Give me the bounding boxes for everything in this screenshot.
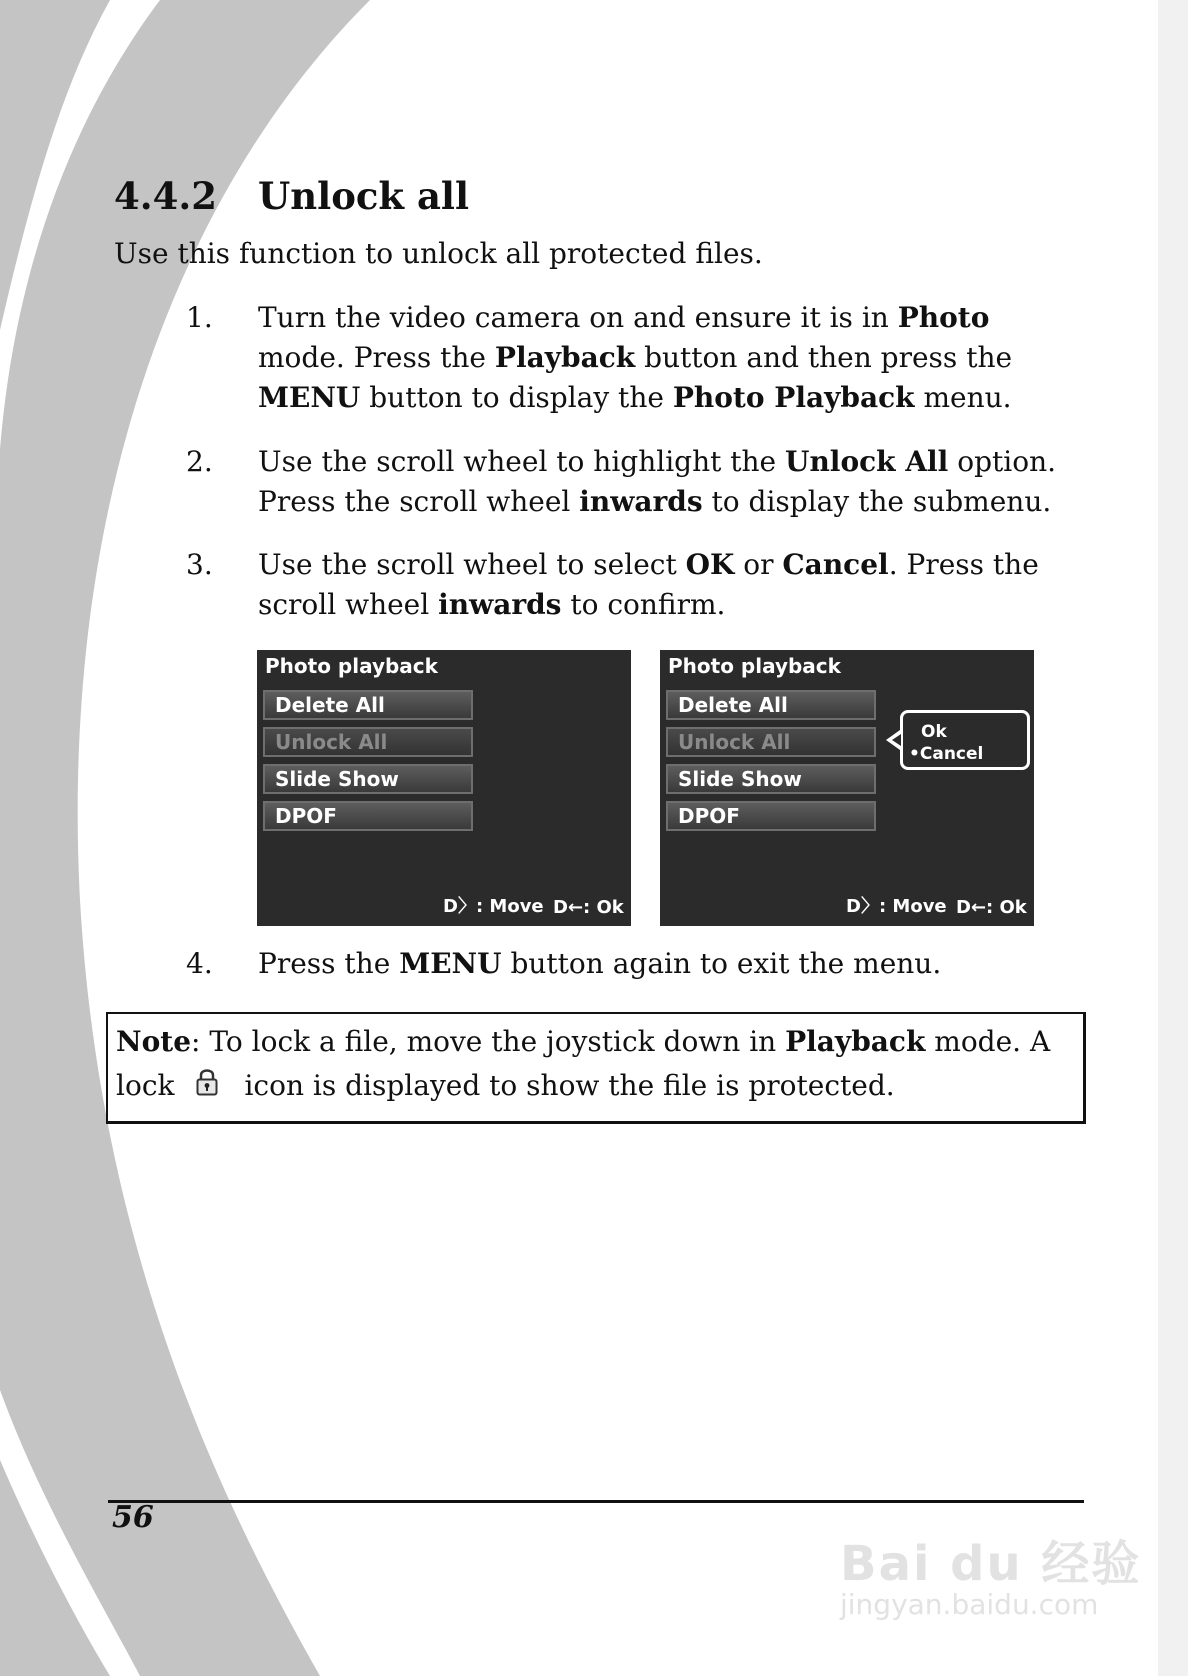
screen-title: Photo playback xyxy=(265,654,438,678)
menu-item-delete-all: Delete All xyxy=(666,690,876,720)
watermark-url: jingyan.baidu.com xyxy=(840,1588,1099,1621)
note-box: Note: To lock a file, move the joystick down in Playback mode. A lock icon is displayed to show the file is protected. xyxy=(106,1012,1086,1124)
submenu-ok: Ok xyxy=(921,722,947,742)
hint-move: D〉: Move xyxy=(846,896,947,917)
section-heading xyxy=(114,174,469,218)
step-text: Turn the video camera on and ensure it is in Photo mode. Press the Playback button and then press the MENU button to display the Photo Playback menu. xyxy=(258,301,1013,414)
screen-title: Photo playback xyxy=(668,654,841,678)
press-icon: D← xyxy=(956,897,987,918)
menu-item-delete-all: Delete All xyxy=(263,690,473,720)
scroll-wheel-icon: D〉 xyxy=(846,896,879,917)
menu-item-unlock-all: Unlock All xyxy=(263,727,473,757)
camera-screen-submenu xyxy=(660,650,1034,926)
step-number: 4. xyxy=(186,947,213,980)
menu-item-slide-show: Slide Show xyxy=(263,764,473,794)
intro-text: Use this function to unlock all protected files. xyxy=(114,237,763,270)
note-label: Note xyxy=(116,1025,192,1058)
footer-rule xyxy=(108,1500,1084,1503)
baidu-watermark xyxy=(840,1525,1141,1621)
hint-ok: D←: Ok xyxy=(553,897,624,918)
section-title: Unlock all xyxy=(258,174,470,218)
step-number: 3. xyxy=(186,548,213,581)
step-number: 2. xyxy=(186,445,213,478)
press-icon: D← xyxy=(553,897,584,918)
watermark-brand: Bai du 经验 xyxy=(840,1536,1142,1592)
step-text: Use the scroll wheel to highlight the Unlock All option. Press the scroll wheel inwards to display the submenu. xyxy=(258,445,1057,518)
scroll-wheel-icon: D〉 xyxy=(443,896,476,917)
menu-item-unlock-all: Unlock All xyxy=(666,727,876,757)
submenu-cancel: •Cancel xyxy=(909,744,984,764)
step-number: 1. xyxy=(186,301,213,334)
section-number: 4.4.2 xyxy=(114,174,217,218)
menu-item-dpof: DPOF xyxy=(666,801,876,831)
selected-dot-icon: • xyxy=(909,744,920,764)
submenu-pointer-inner xyxy=(892,734,901,746)
lock-icon xyxy=(196,1067,218,1097)
camera-screen-menu xyxy=(257,650,631,926)
hint-move: D〉: Move xyxy=(443,896,544,917)
submenu-popup xyxy=(900,710,1030,770)
menu-item-slide-show: Slide Show xyxy=(666,764,876,794)
page-number: 56 xyxy=(112,1500,154,1535)
hint-ok: D←: Ok xyxy=(956,897,1027,918)
step-text: Press the MENU button again to exit the menu. xyxy=(258,947,942,980)
menu-item-dpof: DPOF xyxy=(263,801,473,831)
step-text: Use the scroll wheel to select OK or Cancel. Press the scroll wheel inwards to confirm. xyxy=(258,548,1039,621)
